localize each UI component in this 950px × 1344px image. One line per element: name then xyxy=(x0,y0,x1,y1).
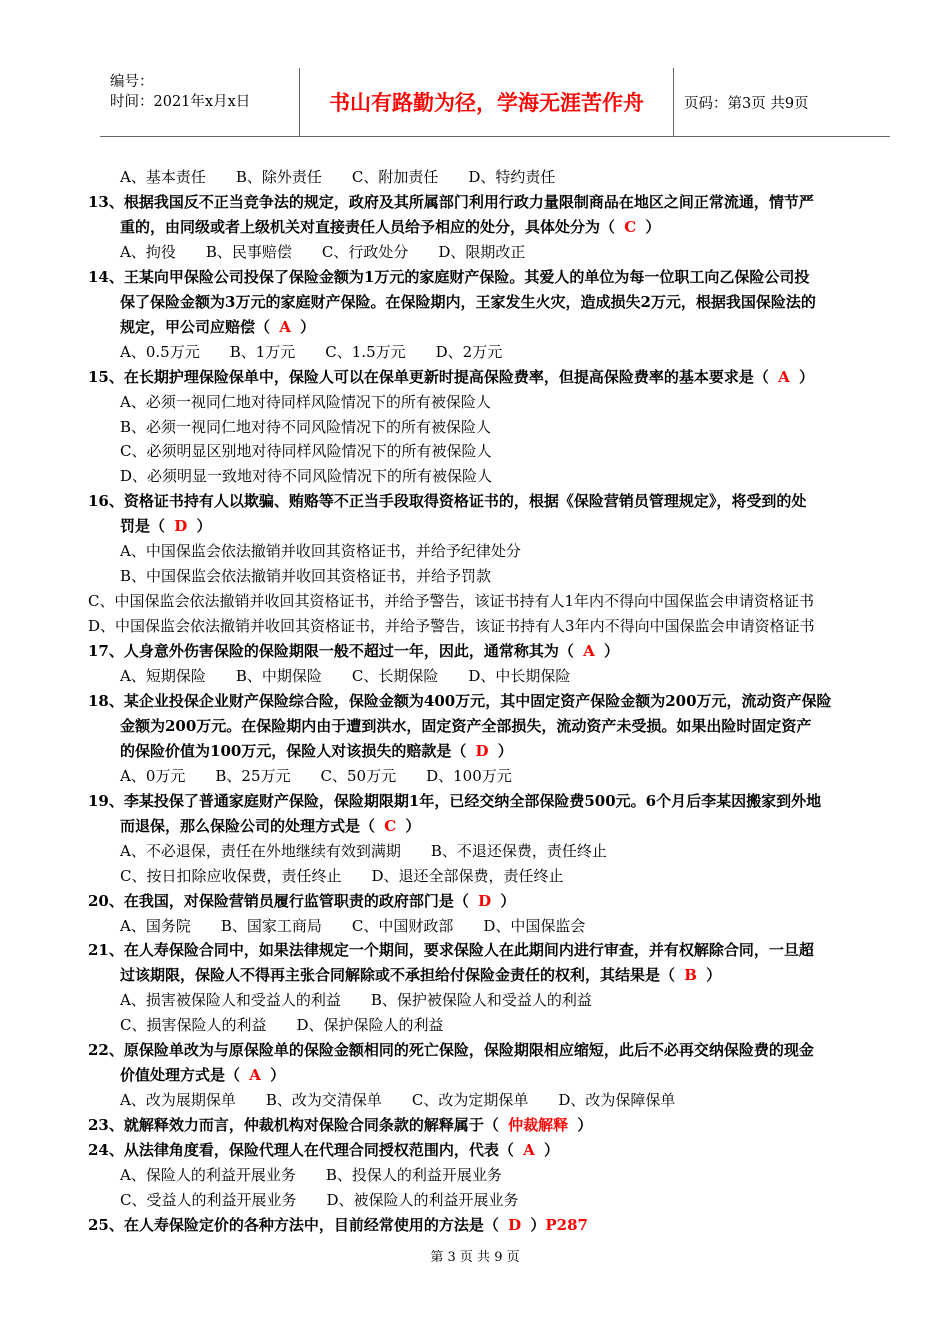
option-item: C、行政处分 xyxy=(321,242,409,261)
option-row xyxy=(120,866,564,886)
option-item: B、除外责任 xyxy=(235,168,322,186)
answer-key: C xyxy=(379,816,402,835)
question-text: 18、某企业投保企业财产保险综合险，保险金额为400万元，其中固定资产保险金额为200万元，流动资产保险 xyxy=(88,691,832,710)
option-item: A、国务院 xyxy=(120,916,191,935)
answer-key: D xyxy=(169,517,193,536)
option-item: C、附加责任 xyxy=(351,168,439,186)
header-left-cell xyxy=(100,68,300,136)
option-item: C、受益人的利益开展业务 xyxy=(120,1190,297,1209)
option-item: D、中国保监会 xyxy=(483,916,586,935)
closing-paren: ） xyxy=(270,1066,286,1085)
question-line xyxy=(88,791,821,811)
closing-paren: ） xyxy=(603,642,619,661)
answer-key: C xyxy=(619,217,642,236)
option-item: B、民事赔偿 xyxy=(205,242,292,261)
question-text: 16、资格证书持有人以欺骗、贿赂等不正当手段取得资格证书的，根据《保险营销员管理规定》，将受到的处 xyxy=(88,492,807,511)
option-item: A、保险人的利益开展业务 xyxy=(120,1166,296,1184)
question-line xyxy=(88,691,832,711)
option-item: B、中期保险 xyxy=(235,667,322,685)
closing-paren: ） xyxy=(500,891,516,910)
question-text: 20、在我国，对保险营销员履行监管职责的政府部门是（ xyxy=(88,891,469,910)
question-text: 而退保，那么保险公司的处理方式是（ xyxy=(120,816,376,835)
question-line xyxy=(120,1065,285,1085)
option-item: A、拘役 xyxy=(120,242,176,261)
option-item: D、改为保障保单 xyxy=(558,1091,676,1110)
option-row xyxy=(120,841,607,861)
answer-key: D xyxy=(470,741,494,760)
answer-key: A xyxy=(274,317,297,336)
answer-key: A xyxy=(517,1141,540,1160)
option-item: A、不必退保，责任在外地继续有效到满期 xyxy=(120,841,401,860)
option-row xyxy=(120,666,570,686)
question-text: 21、在人寿保险合同中，如果法律规定一个期间，要求保险人在此期间内进行审查，并有权解除合同，一旦超 xyxy=(88,941,814,960)
question-text: 的保险价值为100万元，保险人对该损失的赔款是（ xyxy=(120,741,467,760)
question-text: 23、就解释效力而言，仲裁机构对保险合同条款的解释属于（ xyxy=(88,1116,499,1135)
question-text: 罚是（ xyxy=(120,517,166,536)
option-item: B、改为交清保单 xyxy=(265,1091,382,1110)
question-line xyxy=(88,940,814,960)
option-row xyxy=(120,766,512,786)
header-motto: 书山有路勤为径，学海无涯苦作舟 xyxy=(329,90,644,115)
question-line xyxy=(88,891,515,911)
question-line xyxy=(88,1215,588,1235)
closing-paren: ） xyxy=(196,517,212,536)
question-text: 25、在人寿保险定价的各种方法中，目前经常使用的方法是（ xyxy=(88,1215,499,1234)
answer-key: A xyxy=(772,367,795,386)
question-text: 22、原保险单改为与原保险单的保险金额相同的死亡保险，保险期限相应缩短，此后不必再交纳保险费的现金 xyxy=(88,1041,814,1060)
question-text: 价值处理方式是（ xyxy=(120,1066,241,1085)
option-text: D、中国保监会依法撤销并收回其资格证书，并给予警告，该证书持有人3年内不得向中国保监会申请资格证书 xyxy=(88,617,815,636)
question-text: 重的，由同级或者上级机关对直接责任人员给予相应的处分，具体处分为（ xyxy=(120,217,616,236)
question-line xyxy=(120,516,211,536)
option-row xyxy=(120,1090,675,1110)
option-item: B、投保人的利益开展业务 xyxy=(325,1166,502,1184)
question-line xyxy=(120,217,660,237)
question-line xyxy=(120,292,816,312)
question-line xyxy=(120,965,721,985)
option-item: D、被保险人的利益开展业务 xyxy=(326,1190,519,1209)
option-item: B、保护被保险人和受益人的利益 xyxy=(370,991,592,1010)
option-item: B、不退还保费，责任终止 xyxy=(430,841,607,860)
closing-paren: ） xyxy=(300,317,316,336)
question-text: 17、人身意外伤害保险的保险期限一般不超过一年，因此，通常称其为（ xyxy=(88,642,574,661)
option-line xyxy=(120,417,491,437)
question-text: 24、从法律角度看，保险代理人在代理合同授权范围内，代表（ xyxy=(88,1141,514,1160)
option-text: B、必须一视同仁地对待不同风险情况下的所有被保险人 xyxy=(120,417,492,436)
option-item: C、损害保险人的利益 xyxy=(120,1016,267,1035)
option-item: C、改为定期保单 xyxy=(411,1091,529,1110)
option-item: A、0万元 xyxy=(120,766,186,785)
option-row xyxy=(120,242,525,262)
closing-paren: ） xyxy=(405,816,421,835)
option-line xyxy=(120,541,521,561)
question-line xyxy=(88,641,619,661)
closing-paren: ） xyxy=(543,1141,559,1160)
question-text: 19、李某投保了普通家庭财产保险，保险期限期1年，已经交纳全部保险费500元。6个月后李某因搬家到外地 xyxy=(88,791,822,810)
option-row xyxy=(120,1015,444,1035)
option-line xyxy=(88,616,815,636)
closing-paren: ） xyxy=(645,217,661,236)
option-item: A、基本责任 xyxy=(120,168,206,186)
option-item: B、25万元 xyxy=(215,766,291,785)
header-motto-cell xyxy=(300,68,674,136)
closing-paren: ） xyxy=(497,741,513,760)
option-item: D、100万元 xyxy=(426,766,512,785)
closing-paren: ） xyxy=(798,367,814,386)
question-line xyxy=(88,192,814,212)
option-item: C、长期保险 xyxy=(351,667,439,685)
question-text: 13、根据我国反不正当竞争法的规定，政府及其所属部门利用行政力量限制商品在地区之间正常流通，情节严 xyxy=(88,192,814,211)
option-row xyxy=(120,1165,502,1185)
question-line xyxy=(88,1140,559,1160)
question-line xyxy=(88,491,806,511)
option-line xyxy=(120,566,491,586)
closing-paren: ） xyxy=(530,1215,546,1234)
option-text: D、必须明显一致地对待不同风险情况下的所有被保险人 xyxy=(120,467,493,486)
option-text: A、必须一视同仁地对待同样风险情况下的所有被保险人 xyxy=(120,392,491,411)
option-item: D、退还全部保费，责任终止 xyxy=(371,866,564,885)
answer-key: 仲裁解释 xyxy=(502,1116,574,1135)
question-text: 14、王某向甲保险公司投保了保险金额为1万元的家庭财产保险。其爱人的单位为每一位职工向乙保险公司投 xyxy=(88,267,810,286)
question-text: 15、在长期护理保险保单中，保险人可以在保单更新时提高保险费率，但提高保险费率的基本要求是（ xyxy=(88,367,769,386)
option-item: D、中长期保险 xyxy=(468,667,571,685)
closing-paren: ） xyxy=(577,1116,593,1135)
question-text: 过该期限，保险人不得再主张合同解除或不承担给付保险金责任的权利，其结果是（ xyxy=(120,966,676,985)
question-line xyxy=(120,317,315,337)
question-line xyxy=(120,741,513,761)
question-line xyxy=(88,1115,592,1135)
question-line xyxy=(88,267,809,287)
closing-paren: ） xyxy=(706,966,722,985)
answer-key: A xyxy=(244,1066,267,1085)
question-text: 规定，甲公司应赔偿（ xyxy=(120,317,271,336)
option-row xyxy=(120,167,555,187)
option-text: B、中国保监会依法撤销并收回其资格证书，并给予罚款 xyxy=(120,567,492,586)
header-page-number: 页码：第3页 共9页 xyxy=(684,95,809,112)
question-text: 保了保险金额为3万元的家庭财产保险。在保险期内，王家发生火灾，造成损失2万元，根据我国保险法的 xyxy=(120,292,816,311)
option-item: A、0.5万元 xyxy=(120,342,200,361)
question-line xyxy=(120,816,420,836)
option-line xyxy=(120,441,491,461)
option-row xyxy=(120,916,585,936)
page-footer: 第 3 页 共 9 页 xyxy=(430,1250,520,1265)
option-item: C、50万元 xyxy=(320,766,397,785)
option-line xyxy=(120,466,492,486)
option-row xyxy=(120,990,592,1010)
answer-key: D xyxy=(472,891,497,910)
option-item: B、1万元 xyxy=(229,342,296,361)
option-item: A、改为展期保单 xyxy=(120,1091,236,1110)
serial-number: 编号： xyxy=(110,74,154,90)
option-item: D、2万元 xyxy=(435,342,503,361)
header-time: 时间：2021年x月x日 xyxy=(110,94,251,110)
page-header xyxy=(100,68,890,137)
option-item: D、限期改正 xyxy=(438,242,526,261)
question-line xyxy=(88,367,814,387)
option-item: C、中国财政部 xyxy=(351,916,454,935)
option-text: C、中国保监会依法撤销并收回其资格证书，并给予警告，该证书持有人1年内不得向中国保监会申请资格证书 xyxy=(88,592,815,611)
option-row xyxy=(120,1190,519,1210)
page-reference: P287 xyxy=(545,1215,588,1234)
answer-key: D xyxy=(502,1215,527,1234)
question-line xyxy=(120,716,811,736)
option-text: A、中国保监会依法撤销并收回其资格证书，并给予纪律处分 xyxy=(120,542,521,561)
question-text: 金额为200万元。在保险期内由于遭到洪水，固定资产全部损失，流动资产未受损。如果出险时固定资产 xyxy=(120,716,812,735)
option-item: A、短期保险 xyxy=(120,667,206,685)
option-item: A、损害被保险人和受益人的利益 xyxy=(120,991,341,1010)
option-item: C、1.5万元 xyxy=(325,342,406,361)
option-item: D、保护保险人的利益 xyxy=(296,1016,444,1035)
option-line xyxy=(88,591,814,611)
option-item: D、特约责任 xyxy=(468,168,556,186)
option-row xyxy=(120,342,502,362)
option-line xyxy=(120,392,491,412)
option-text: C、必须明显区别地对待同样风险情况下的所有被保险人 xyxy=(120,442,492,461)
answer-key: A xyxy=(577,642,600,661)
option-item: B、国家工商局 xyxy=(220,916,322,935)
answer-key: B xyxy=(679,966,703,985)
question-line xyxy=(88,1040,814,1060)
header-page-cell xyxy=(674,68,890,136)
option-item: C、按日扣除应收保费，责任终止 xyxy=(120,866,342,885)
